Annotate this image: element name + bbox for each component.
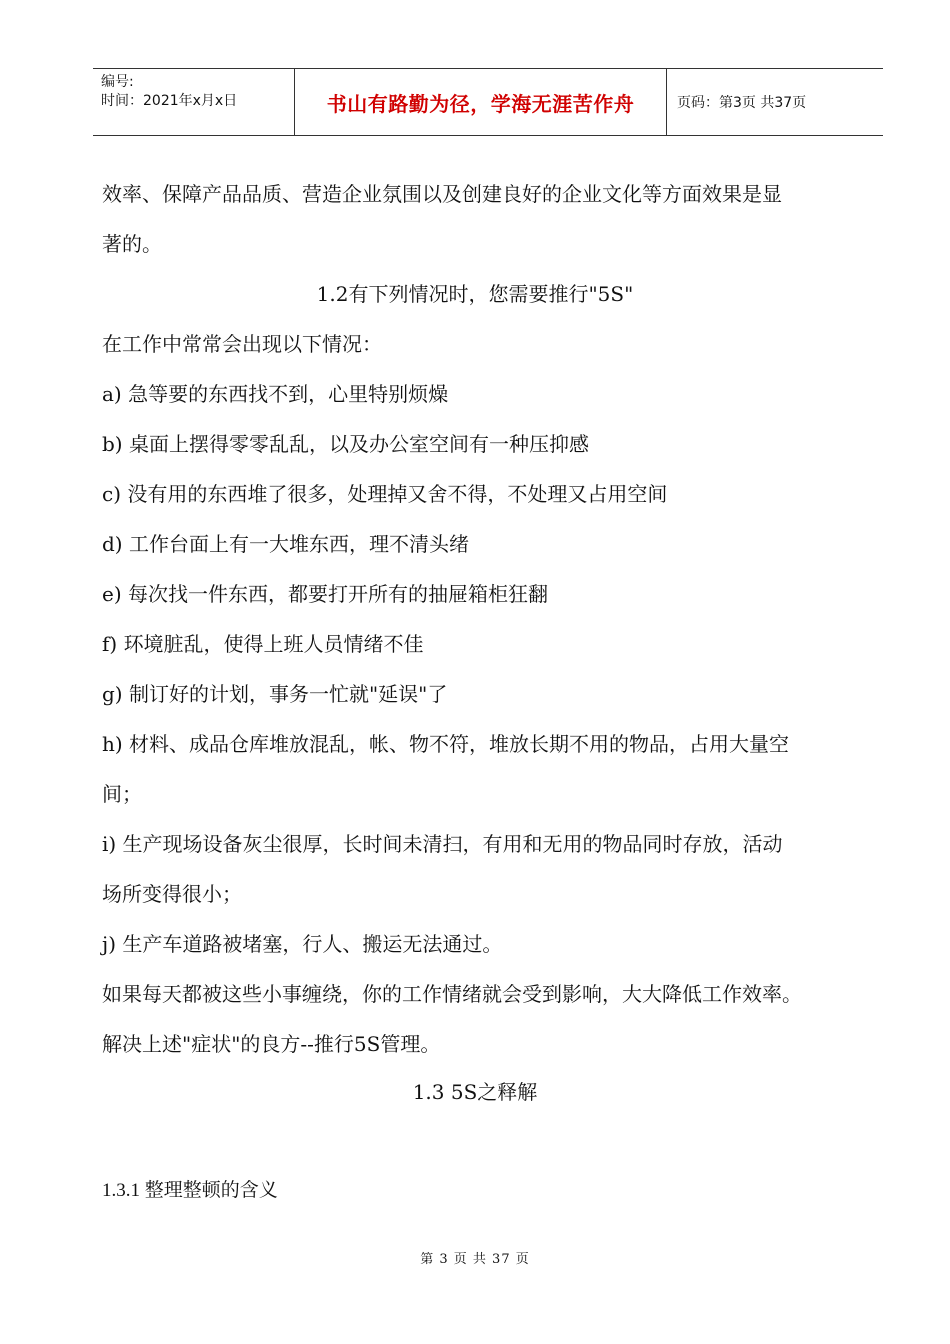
page-header (93, 68, 883, 136)
section-heading: 1.3.1 整理整顿的含义 (102, 1180, 278, 1201)
list-item: d) 工作台面上有一大堆东西，理不清头绪 (102, 532, 469, 556)
header-motto: 书山有路勤为径，学海无涯苦作舟 (295, 69, 667, 135)
page-footer: 第 3 页 共 37 页 (420, 1252, 530, 1267)
list-item: e) 每次找一件东西，都要打开所有的抽屉箱柜狂翻 (102, 582, 548, 606)
body-paragraph-line: 如果每天都被这些小事缠绕，你的工作情绪就会受到影响，大大降低工作效率。 (102, 982, 802, 1006)
list-item: f) 环境脏乱，使得上班人员情绪不佳 (102, 632, 424, 656)
document-number-label: 编号: (101, 74, 134, 90)
list-item: h) 材料、成品仓库堆放混乱，帐、物不符，堆放长期不用的物品，占用大量空 (102, 732, 790, 756)
list-item: a) 急等要的东西找不到，心里特别烦燥 (102, 382, 449, 406)
subsection-title: 1.2有下列情况时，您需要推行"5S" (316, 282, 634, 306)
body-paragraph-line: 著的。 (102, 232, 162, 256)
list-item: j) 生产车道路被堵塞，行人、搬运无法通过。 (102, 932, 503, 956)
list-item-continuation: 场所变得很小； (102, 882, 242, 906)
header-page-number: 页码：第3页 共37页 (677, 95, 807, 111)
header-meta (93, 69, 295, 135)
subsection-title: 1.3 5S之释解 (412, 1080, 538, 1104)
body-paragraph-line: 效率、保障产品品质、营造企业氛围以及创建良好的企业文化等方面效果是显 (102, 182, 782, 206)
list-item: b) 桌面上摆得零零乱乱，以及办公室空间有一种压抑感 (102, 432, 589, 456)
document-time-label: 时间：2021年x月x日 (101, 93, 238, 109)
body-paragraph-line: 在工作中常常会出现以下情况： (102, 332, 382, 356)
list-item: i) 生产现场设备灰尘很厚，长时间未清扫，有用和无用的物品同时存放，活动 (102, 832, 783, 856)
list-item: g) 制订好的计划，事务一忙就"延误"了 (102, 682, 448, 706)
body-paragraph-line: 解决上述"症状"的良方--推行5S管理。 (102, 1032, 441, 1056)
list-item: c) 没有用的东西堆了很多，处理掉又舍不得，不处理又占用空间 (102, 482, 668, 506)
list-item-continuation: 间； (102, 782, 142, 806)
